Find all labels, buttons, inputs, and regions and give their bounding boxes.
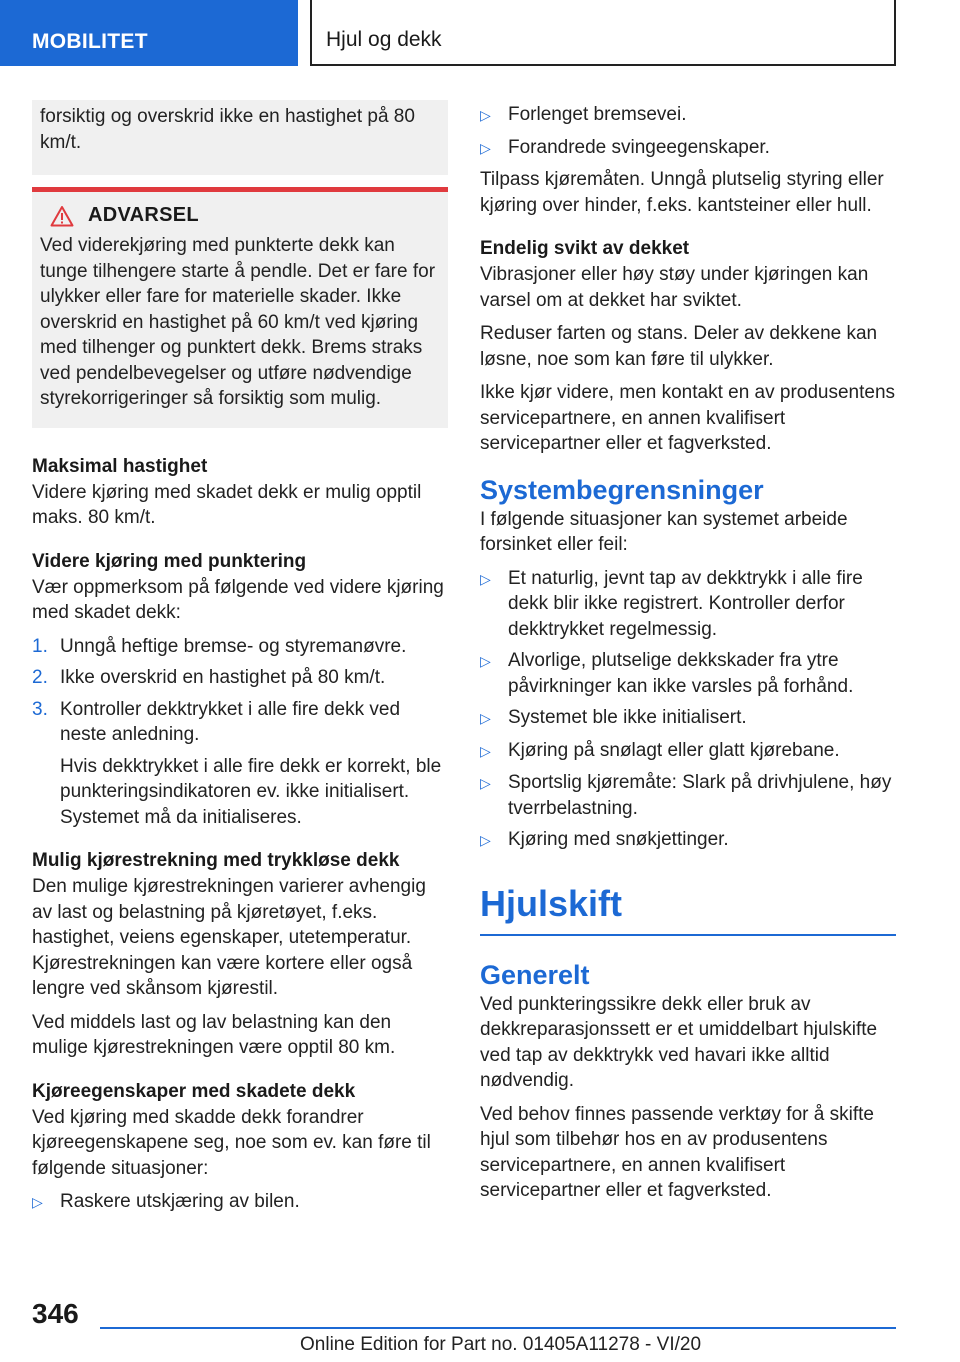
triangle-bullet-icon: ▷ [480,710,491,726]
continued-driving-note: Hvis dekktrykket i alle fire dekk er korrekt, ble punkteringsindikatoren ev. ikke initialisert. Systemet må da initialiseres. [60,755,442,828]
limits-list [480,566,896,854]
footer-divider [100,1327,896,1329]
list-item: ▷ Systemet ble ikke initialisert. [480,705,896,732]
range-text-1: Den mulige kjørestrekningen varierer avhengig av last og belastning på kjøretøyet, f.eks. hastighet, veiens egenskaper, utetemperatur. Kjørestrekningen kan være kortere eller også lengre ved skånsom kjørestil. [32,876,426,999]
limits-intro: I følgende situasjoner kan systemet arbeide forsinket eller feil: [480,508,848,555]
list-item: ▷ Kjøring med snøkjettinger. [480,827,896,854]
handling-list [32,1189,448,1216]
page-number: 346 [32,1298,79,1329]
list-item: ▷ Forlenget bremsevei. [480,102,896,129]
left-column [32,100,448,1222]
failure-heading: Endelig svikt av dekket [480,238,690,259]
failure-text-1: Vibrasjoner eller høy støy under kjøringen kan varsel om at dekket har sviktet. [480,264,869,311]
list-item: ▷ Kjøring på snølagt eller glatt kjørebane. [480,738,896,765]
triangle-bullet-icon: ▷ [480,139,491,156]
chapter-title: Hjul og dekk [310,0,896,66]
list-item: 1. Unngå heftige bremse- og styremanøvre. [32,635,407,657]
list-item: ▷ Et naturlig, jevnt tap av dekktrykk i alle fire dekk blir ikke registrert. Kontroller derfor dekktrykket regelmessig. [480,566,896,643]
limits-heading: Systembegrensninger [480,474,764,505]
warning-text: Ved viderekjøring med punkterte dekk kan tunge tilhengere starte å pendle. Det er fare for ulykker eller fare for materielle skader. Ikke overskrid en hastighet på 60 km/t ved kjøring med tilhenger og punktert dekk. Brems straks ved pendelbevegelser og utføre nødvendige styrekorrigeringer så forsiktig som mulig. [40,235,436,409]
list-item: 3. Kontroller dekktrykket i alle fire dekk ved neste anledning. [32,698,401,745]
max-speed-text: Videre kjøring med skadet dekk er mulig opptil maks. 80 km/t. [32,481,422,528]
handling-list-continued [480,102,896,161]
triangle-bullet-icon: ▷ [480,653,491,669]
triangle-bullet-icon: ▷ [32,1194,43,1210]
warning-header [40,204,440,227]
page-header [0,0,960,66]
continued-driving-text: Vær oppmerksom på følgende ved videre kjøring med skadet dekk: [32,576,444,623]
adjust-text: Tilpass kjøremåten. Unngå plutselig styring eller kjøring over hinder, f.eks. kantsteiner eller hull. [480,169,884,216]
handling-text: Ved kjøring med skadde dekk forandrer kjøreegenskapene seg, noe som ev. kan føre til følgende situasjoner: [32,1106,431,1179]
right-column [480,102,896,1212]
triangle-bullet-icon: ▷ [480,742,491,759]
list-item: 2. Ikke overskrid en hastighet på 80 km/t. [32,667,386,688]
max-speed-heading: Maksimal hastighet [32,455,208,477]
warning-title: ADVARSEL [88,204,199,226]
general-text-2: Ved behov finnes passende verktøy for å skifte hjul som tilbehør hos en av produsentens servicepartnere, en annen kvalifisert servicepartner eller et fagverksted. [480,1103,874,1201]
continued-driving-heading: Videre kjøring med punktering [32,550,307,572]
triangle-bullet-icon: ▷ [480,775,491,791]
wheel-change-heading: Hjulskift [480,882,896,936]
list-item: ▷ Sportslig kjøremåte: Slark på drivhjulene, høy tverrbelastning. [480,770,896,821]
general-heading: Generelt [480,959,590,990]
continued-driving-list [32,634,448,748]
footer-edition: Online Edition for Part no. 01405A11278 - VI/20 [300,1334,702,1355]
continued-text: forsiktig og overskrid ikke en hastighet på 80 km/t. [40,106,415,153]
triangle-bullet-icon: ▷ [480,832,491,848]
handling-heading: Kjøreegenskaper med skadete dekk [32,1080,356,1102]
range-text-2: Ved middels last og lav belastning kan den mulige kjørestrekningen være opptil 80 km. [32,1011,396,1058]
failure-text-3: Ikke kjør videre, men kontakt en av produsentens servicepartnere, en annen kvalifisert servicepartner eller et fagverksted. [480,382,896,454]
section-tab: MOBILITET [0,0,298,66]
list-item: ▷ Forandrede svingeegenskaper. [480,135,896,162]
warning-triangle-icon [50,205,74,227]
triangle-bullet-icon: ▷ [480,570,491,587]
list-item: ▷ Raskere utskjæring av bilen. [32,1189,448,1216]
failure-text-2: Reduser farten og stans. Deler av dekkene kan løsne, noe som kan føre til ulykker. [480,323,878,370]
range-heading: Mulig kjørestrekning med trykkløse dekk [32,850,400,871]
list-item: ▷ Alvorlige, plutselige dekkskader fra ytre påvirkninger kan ikke varsles på forhånd. [480,648,896,699]
general-text-1: Ved punkteringssikre dekk eller bruk av dekkreparasjonssett er et umiddelbart hjulskifte ved tap av dekktrykk ved havari ikke alltid nødvendig. [480,993,878,1091]
warning-box [32,187,448,428]
continued-box [32,100,448,175]
triangle-bullet-icon: ▷ [480,107,491,123]
